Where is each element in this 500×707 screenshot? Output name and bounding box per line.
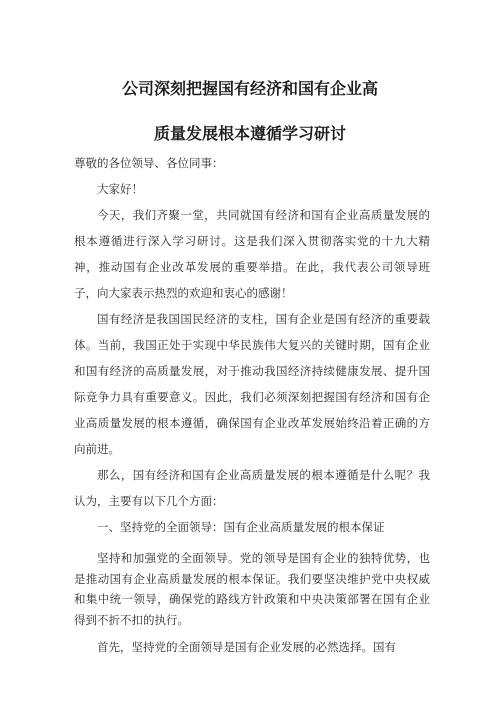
document-title-line-1: 公司深刻把握国有经济和国有企业高 bbox=[121, 79, 378, 98]
paragraph-first-point: 首先，坚持党的全面领导是国有企业发展的必然选择。国有 bbox=[97, 640, 396, 654]
salutation: 尊敬的各位领导、各位同事： bbox=[74, 156, 224, 170]
paragraph-party-leadership: 坚持和加强党的全面领导。党的领导是国有企业的独特优势，也是推动国有企业高质量发展的根本保证。我们要坚决维护党中央权威和集中统一领导，确保党的路线方针政策和中央决策部署在国有企业得到不折不扣的执行。 bbox=[74, 551, 430, 627]
document-title-line-2: 质量发展根本遵循学习研讨 bbox=[153, 124, 346, 143]
paragraph-question: 那么，国有经济和国有企业高质量发展的根本遵循是什么呢？我认为，主要有以下几个方面： bbox=[74, 468, 430, 508]
paragraph-context: 国有经济是我国国民经济的支柱，国有企业是国有经济的重要载体。当前，我国正处于实现中华民族伟大复兴的关键时期，国有企业和国有经济的高质量发展，对于推动我国经济持续健康发展、提升国际竞争力具有重要意义。因此，我们必须深刻把握国有经济和国有企业高质量发展的根本遵循，确保国有企业改革发展始终沿着正确的方向前进。 bbox=[74, 312, 430, 456]
paragraph-opening: 今天，我们齐聚一堂，共同就国有经济和国有企业高质量发展的根本遵循进行深入学习研讨。这是我们深入贯彻落实党的十九大精神，推动国有企业改革发展的重要举措。在此，我代表公司领导班子，向大家表示热烈的欢迎和衷心的感谢！ bbox=[74, 208, 430, 300]
section-heading-1: 一、坚持党的全面领导：国有企业高质量发展的根本保证 bbox=[97, 520, 385, 534]
document-body bbox=[74, 150, 430, 660]
greeting: 大家好！ bbox=[97, 182, 143, 196]
